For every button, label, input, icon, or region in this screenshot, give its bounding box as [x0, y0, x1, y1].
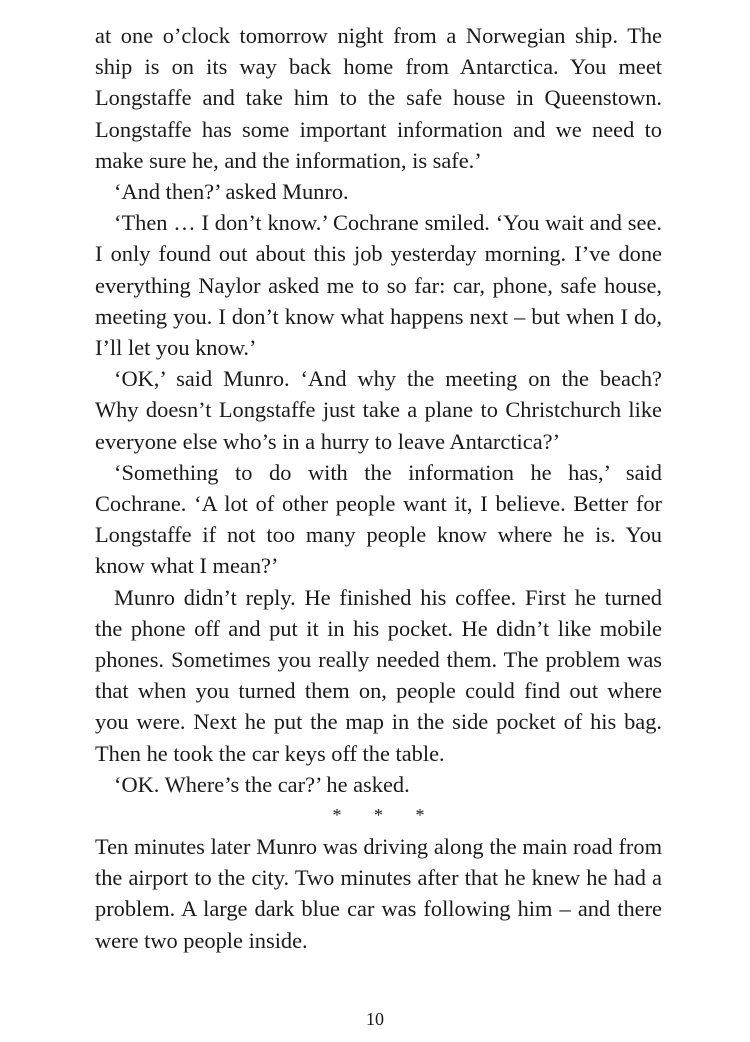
section-break: * * * [332, 805, 439, 826]
paragraph-4: ‘OK,’ said Munro. ‘And why the meeting on the beach? Why doesn’t Longstaffe just take a plane to Christchurch like everyone else who’s in a hurry to leave Antarctica?’ [95, 366, 662, 454]
page-body [95, 20, 662, 956]
paragraph-6: Munro didn’t reply. He finished his coffee. First he turned the phone off and put it in his pocket. He didn’t like mobile phones. Sometimes you really needed them. The problem was that when you turned them on, people could find out where you were. Next he put the map in the side pocket of his bag. Then he took the car keys off the table. [95, 584, 662, 766]
paragraph-7: ‘OK. Where’s the car?’ he asked. [114, 771, 410, 797]
paragraph-3: ‘Then … I don’t know.’ Cochrane smiled. ‘You wait and see. I only found out about this job yesterday morning. I’ve done everything Naylor asked me to so far: car, phone, safe house, meeting you. I don’t know what happens next – but when I do, I’ll let you know.’ [95, 210, 662, 361]
page-number: 10 [366, 1009, 384, 1029]
paragraph-1: at one o’clock tomorrow night from a Norwegian ship. The ship is on its way back home from Antarctica. You meet Longstaffe and take him to the safe house in Queenstown. Longstaffe has some important information and we need to make sure he, and the information, is safe.’ [95, 23, 662, 173]
paragraph-5: ‘Something to do with the information he has,’ said Cochrane. ‘A lot of other people want it, I believe. Better for Longstaffe if not too many people know where he is. You know what I mean?’ [95, 459, 662, 579]
paragraph-after-break: Ten minutes later Munro was driving along the main road from the airport to the city. Two minutes after that he knew he had a problem. A large dark blue car was following him – and there were two people inside. [95, 834, 662, 953]
paragraph-2: ‘And then?’ asked Munro. [114, 179, 349, 205]
